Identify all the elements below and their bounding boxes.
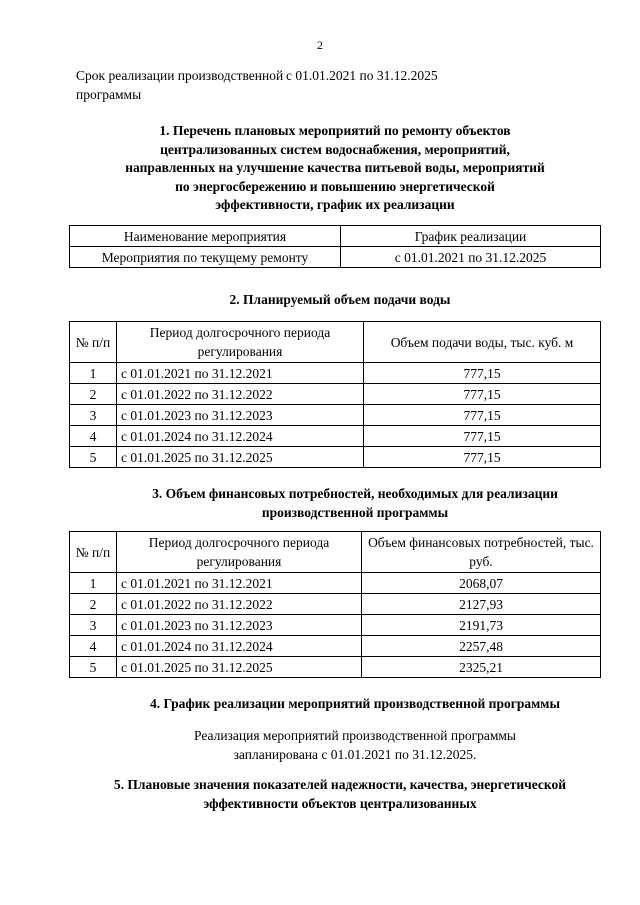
table-cell: 777,15 — [364, 447, 601, 468]
table-row — [70, 426, 601, 447]
column-header: Период долгосрочного периода регулирования — [117, 322, 364, 363]
section2-title: 2. Планируемый объем подачи воды — [229, 292, 451, 307]
table-cell: 5 — [70, 447, 117, 468]
table-cell: Мероприятия по текущему ремонту — [70, 247, 341, 268]
table-row — [70, 447, 601, 468]
table-cell: 4 — [70, 636, 117, 657]
measures-table — [69, 225, 601, 268]
section4-title: 4. График реализации мероприятий производственной программы — [149, 696, 561, 711]
table-cell: 777,15 — [364, 405, 601, 426]
table-row — [70, 573, 601, 594]
table-cell: 4 — [70, 426, 117, 447]
table-cell: 777,15 — [364, 363, 601, 384]
table-row — [70, 615, 601, 636]
water-volume-table — [69, 321, 601, 468]
table-cell: 2127,93 — [362, 594, 601, 615]
section3-title: 3. Объем финансовых потребностей, необходимых для реализации производственной программы — [152, 486, 558, 520]
table-row — [70, 247, 601, 268]
table-cell: с 01.01.2022 по 31.12.2022 — [117, 384, 364, 405]
program-term-value: с 01.01.2021 по 31.12.2025 — [286, 68, 438, 83]
column-header: Наименование мероприятия — [70, 226, 341, 247]
table-cell: 2068,07 — [362, 573, 601, 594]
table-row — [70, 657, 601, 678]
column-header: Период долгосрочного периода регулирования — [117, 532, 362, 573]
table-row — [70, 384, 601, 405]
table-cell: 1 — [70, 573, 117, 594]
table-cell: 2 — [70, 594, 117, 615]
table-cell: с 01.01.2023 по 31.12.2023 — [117, 405, 364, 426]
table-cell: 2 — [70, 384, 117, 405]
table-cell: с 01.01.2024 по 31.12.2024 — [117, 636, 362, 657]
table-cell: 777,15 — [364, 384, 601, 405]
program-term-label: Срок реализации производственной программы — [76, 68, 284, 102]
table-cell: с 01.01.2021 по 31.12.2021 — [117, 573, 362, 594]
table-cell: с 01.01.2024 по 31.12.2024 — [117, 426, 364, 447]
table-row — [70, 636, 601, 657]
table-cell: 2191,73 — [362, 615, 601, 636]
column-header: № п/п — [70, 532, 117, 573]
column-header: № п/п — [70, 322, 117, 363]
column-header: Объем подачи воды, тыс. куб. м — [364, 322, 601, 363]
table-cell: 3 — [70, 615, 117, 636]
section4-text: Реализация мероприятий производственной программы запланирована с 01.01.2021 по 31.12.2025. — [193, 728, 517, 762]
financial-needs-table — [69, 531, 601, 678]
table-cell: с 01.01.2023 по 31.12.2023 — [117, 615, 362, 636]
table-cell: 2257,48 — [362, 636, 601, 657]
table-header-row — [70, 226, 601, 247]
table-row — [70, 363, 601, 384]
table-header-row — [70, 322, 601, 363]
table-header-row — [70, 532, 601, 573]
table-row — [70, 594, 601, 615]
column-header: График реализации — [341, 226, 601, 247]
table-cell: с 01.01.2025 по 31.12.2025 — [117, 447, 364, 468]
table-cell: 1 — [70, 363, 117, 384]
table-cell: с 01.01.2025 по 31.12.2025 — [117, 657, 362, 678]
table-cell: 2325,21 — [362, 657, 601, 678]
table-cell: 3 — [70, 405, 117, 426]
page-number: 2 — [317, 38, 323, 52]
column-header: Объем финансовых потребностей, тыс. руб. — [362, 532, 601, 573]
table-cell: с 01.01.2021 по 31.12.2021 — [117, 363, 364, 384]
table-row — [70, 405, 601, 426]
section5-title: 5. Плановые значения показателей надежности, качества, энергетической эффективности объектов централизованных — [113, 777, 567, 811]
table-cell: с 01.01.2021 по 31.12.2025 — [341, 247, 601, 268]
table-cell: с 01.01.2022 по 31.12.2022 — [117, 594, 362, 615]
section1-title: 1. Перечень плановых мероприятий по ремонту объектов централизованных систем водоснабжения, мероприятий, направленных на улучшение качества питьевой воды, мероприятий по энергосбережению и повышению энергетической эффективности, график их реализации — [125, 123, 545, 212]
table-cell: 777,15 — [364, 426, 601, 447]
table-cell: 5 — [70, 657, 117, 678]
